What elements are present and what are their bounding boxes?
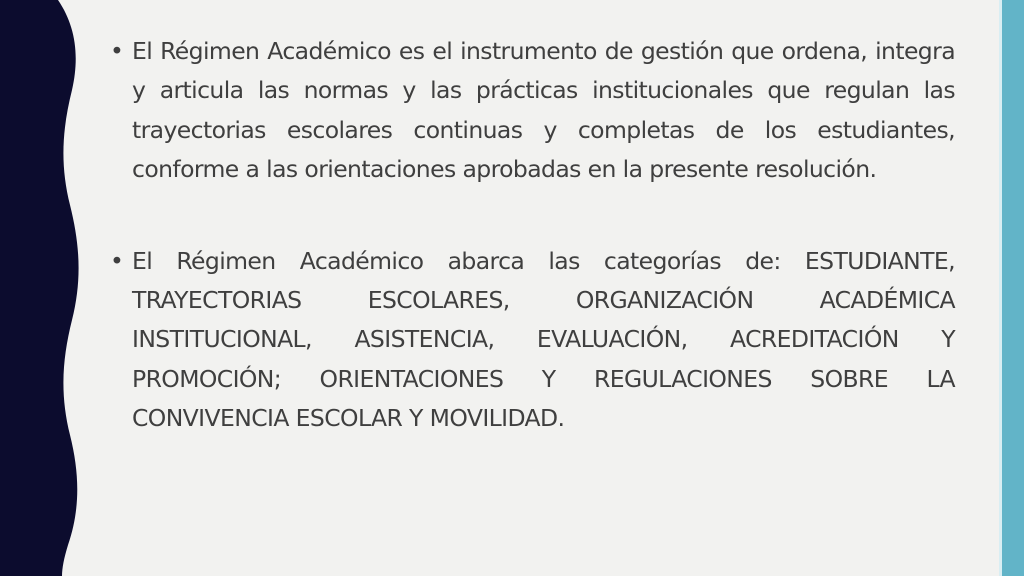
bullet-text: El Régimen Académico es el instrumento de gestión que ordena, integra y articula las normas y las prácticas institucionales que regulan las trayectorias escolares continuas y completas de los estudiantes, conforme a las orientaciones aprobadas en la presente resolución. xyxy=(132,37,955,184)
bullet-marker: • xyxy=(110,246,124,275)
left-wave-decoration xyxy=(0,0,90,576)
bullet-item-2 xyxy=(110,242,955,439)
bullet-text: El Régimen Académico abarca las categorías de: ESTUDIANTE, TRAYECTORIAS ESCOLARES, ORGANIZACIÓN ACADÉMICA INSTITUCIONAL, ASISTENCIA, EVALUACIÓN, ACREDITACIÓN Y PROMOCIÓN; ORIENTACIONES Y REGULACIONES SOBRE LA CONVIVENCIA ESCOLAR Y MOVILIDAD. xyxy=(132,246,955,433)
slide-content xyxy=(110,32,955,439)
bullet-marker: • xyxy=(110,37,124,65)
bullet-item-1 xyxy=(110,32,955,190)
right-accent-bar xyxy=(1002,0,1024,576)
